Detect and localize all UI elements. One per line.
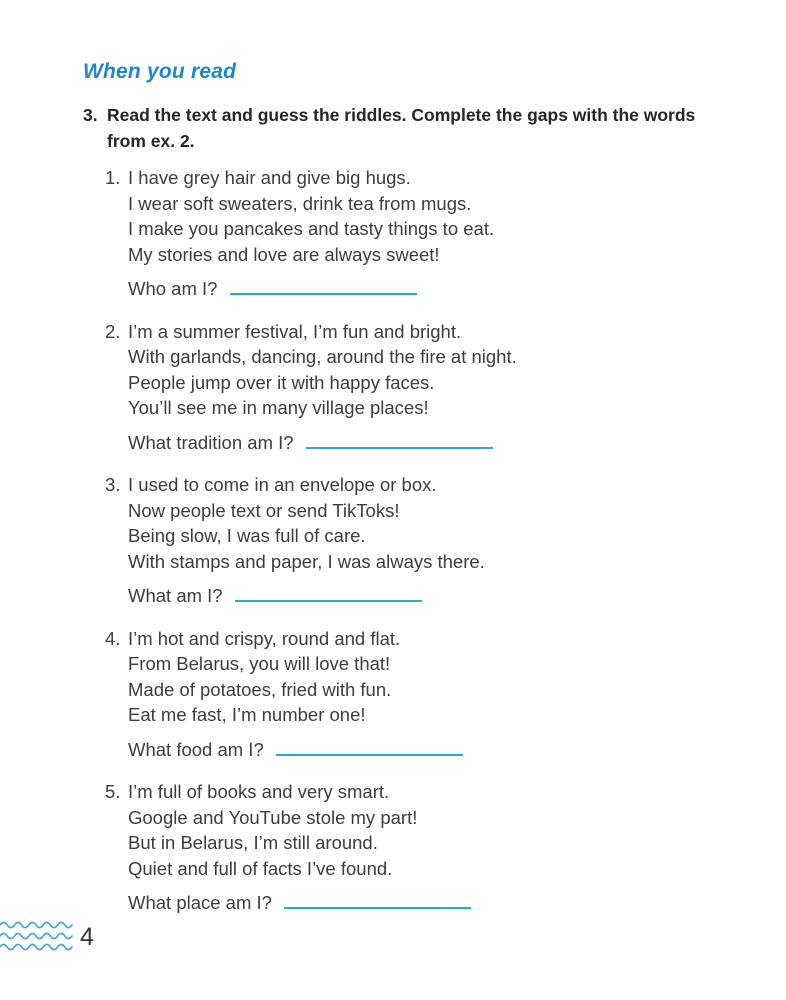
answer-blank-2[interactable] — [306, 430, 493, 449]
page-number: 4 — [80, 923, 94, 951]
riddle-line: I’m hot and crispy, round and flat. — [128, 627, 401, 649]
answer-blank-1[interactable] — [230, 276, 417, 295]
riddle-number: 2. — [105, 320, 121, 342]
riddle-number: 4. — [105, 627, 121, 649]
riddle-5 — [105, 779, 730, 916]
riddle-stanza — [105, 626, 730, 728]
riddle-number: 5. — [105, 781, 121, 802]
riddle-stanza — [105, 472, 730, 574]
riddle-line: From Belarus, you will love that! — [128, 653, 391, 674]
exercise-instruction-text: Read the text and guess the riddles. Complete the gaps with the words from ex. 2. — [107, 105, 696, 151]
riddle-lines — [128, 165, 494, 267]
riddle-line: But in Belarus, I’m still around. — [128, 832, 378, 853]
riddle-line: Now people text or send TikToks! — [128, 499, 400, 521]
riddle-lines — [128, 626, 400, 728]
section-heading: When you read — [83, 60, 237, 83]
riddle-4 — [105, 626, 730, 763]
riddle-question-row — [128, 737, 730, 763]
riddle-line: Quiet and full of facts I’ve found. — [128, 857, 393, 879]
riddle-lines — [128, 319, 517, 421]
riddle-line: With stamps and paper, I was always there. — [128, 550, 485, 572]
riddle-line: I’m full of books and very smart. — [128, 781, 390, 802]
riddle-2 — [105, 319, 730, 456]
riddle-line: Being slow, I was full of care. — [128, 525, 366, 546]
answer-blank-5[interactable] — [284, 890, 471, 909]
riddle-question-row — [128, 890, 730, 916]
riddle-stanza — [105, 779, 730, 881]
riddle-question: What food am I? — [128, 738, 264, 760]
riddle-question-row — [128, 583, 730, 609]
riddle-line: My stories and love are always sweet! — [128, 243, 440, 265]
riddle-question: What place am I? — [128, 892, 272, 913]
riddle-line: Google and YouTube stole my part! — [128, 806, 418, 828]
riddle-line: You’ll see me in many village places! — [128, 397, 429, 418]
riddle-line: I have grey hair and give big hugs. — [128, 167, 411, 188]
exercise-instruction — [83, 102, 730, 154]
riddle-question: Who am I? — [128, 278, 218, 299]
riddle-line: Eat me fast, I’m number one! — [128, 704, 366, 725]
riddle-question: What tradition am I? — [128, 431, 294, 453]
riddle-line: I make you pancakes and tasty things to eat. — [128, 218, 495, 239]
riddle-line: I wear soft sweaters, drink tea from mugs. — [128, 192, 472, 214]
riddle-question: What am I? — [128, 585, 223, 606]
riddle-number: 1. — [105, 167, 121, 188]
riddle-question-row — [128, 430, 730, 456]
exercise-number: 3. — [83, 105, 98, 125]
riddle-question-row — [128, 276, 730, 302]
riddle-lines — [128, 779, 417, 881]
riddle-stanza — [105, 165, 730, 267]
answer-blank-4[interactable] — [276, 737, 463, 756]
riddle-number: 3. — [105, 474, 121, 495]
riddle-line: People jump over it with happy faces. — [128, 371, 435, 393]
waves-icon — [0, 919, 74, 958]
riddle-3 — [105, 472, 730, 609]
riddle-line: With garlands, dancing, around the fire at night. — [128, 346, 517, 367]
riddle-1 — [105, 165, 730, 302]
answer-blank-3[interactable] — [235, 583, 422, 602]
riddle-lines — [128, 472, 485, 574]
riddle-line: I’m a summer festival, I’m fun and bright. — [128, 320, 462, 342]
riddle-stanza — [105, 319, 730, 421]
riddle-line: Made of potatoes, fried with fun. — [128, 678, 392, 700]
riddle-line: I used to come in an envelope or box. — [128, 474, 437, 495]
riddle-list — [105, 165, 730, 916]
